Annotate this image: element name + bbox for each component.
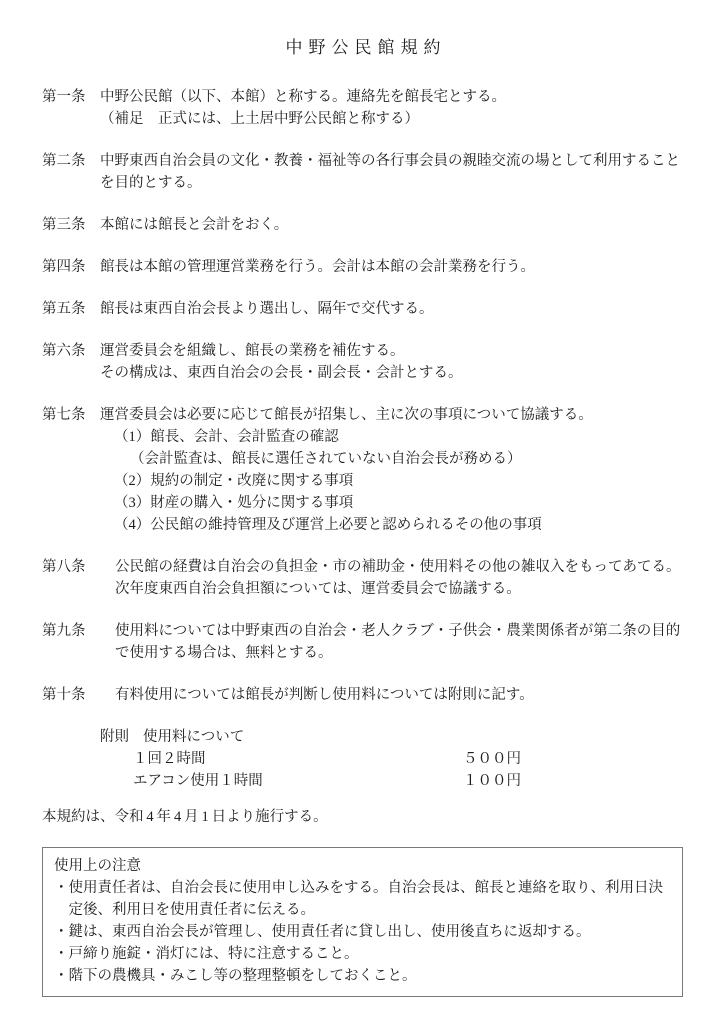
article-label: 第七条 xyxy=(42,407,86,423)
appendix-heading xyxy=(100,726,684,748)
article-line: その構成は、東西自治会の会長・副会長・会計とする。 xyxy=(100,365,463,381)
appendix-label: 附則 xyxy=(100,729,129,745)
article xyxy=(42,684,684,706)
article-line: 運営委員会を組織し、館長の業務を補佐する。 xyxy=(100,343,405,359)
appendix-title: 使用料について xyxy=(143,729,245,745)
article-line: 館長は本館の管理運営業務を行う。会計は本館の会計業務を行う。 xyxy=(100,259,535,275)
article-label: 第六条 xyxy=(42,343,86,359)
article-content xyxy=(100,298,434,320)
article-line: （会計監査は、館長に選任されていない自治会長が務める） xyxy=(130,451,522,467)
article-line: 中野公民館（以下、本館）と称する。連絡先を館長宅とする。 xyxy=(100,89,506,105)
article-label: 第三条 xyxy=(42,217,86,233)
article-line: （3）財産の購入・処分に関する事項 xyxy=(114,495,354,511)
effective-date: 本規約は、令和 4 年 4 月 1 日より施行する。 xyxy=(42,809,328,825)
fee-price: ５００円 xyxy=(463,751,521,767)
article-line: 有料使用については館長が判断し使用料については附則に記す。 xyxy=(115,687,534,703)
article-line: 使用料については中野東西の自治会・老人クラブ・子供会・農業関係者が第二条の目的 xyxy=(115,623,681,639)
article-line: （補足 正式には、上土居中野公民館と称する） xyxy=(100,111,419,127)
article xyxy=(42,620,684,664)
article-line: 運営委員会は必要に応じて館長が招集し、主に次の事項について協議する。 xyxy=(100,407,593,423)
article-label: 第一条 xyxy=(42,89,86,105)
appendix-section xyxy=(100,726,684,792)
article-label: 第五条 xyxy=(42,301,86,317)
article xyxy=(42,340,684,384)
usage-note-item: ・戸締り施錠・消灯には、特に注意すること。 xyxy=(54,946,359,962)
article-line: 次年度東西自治会負担額については、運営委員会で協議する。 xyxy=(115,581,521,597)
article xyxy=(42,256,684,278)
article-label: 第二条 xyxy=(42,153,86,169)
article-line: で使用する場合は、無料とする。 xyxy=(115,645,333,661)
usage-notes-list xyxy=(54,877,671,987)
appendix-row xyxy=(133,748,684,770)
appendix-fee-table xyxy=(100,748,684,792)
article xyxy=(42,556,684,600)
usage-notes-title: 使用上の注意 xyxy=(54,858,141,874)
article xyxy=(42,214,684,236)
article-content xyxy=(100,150,680,194)
articles-list xyxy=(42,86,684,706)
article-content xyxy=(100,256,535,278)
article-line: 中野東西自治会員の文化・教養・福祉等の各行事会員の親睦交流の場として利用すること xyxy=(100,153,680,169)
article-content xyxy=(100,86,506,130)
article xyxy=(42,298,684,320)
article-label: 第四条 xyxy=(42,259,86,275)
article-line: （1）館長、会計、会計監査の確認 xyxy=(114,429,339,445)
usage-note-item: ・使用責任者は、自治会長に使用申し込みをする。自治会長は、館長と連絡を取り、利用日決定後、利用日を使用責任者に伝える。 xyxy=(54,880,663,918)
article-line: を目的とする。 xyxy=(100,175,202,191)
article-content xyxy=(115,556,681,600)
article-content xyxy=(100,404,593,536)
article-line: （2）規約の制定・改廃に関する事項 xyxy=(114,473,354,489)
article-line: 館長は東西自治会長より選出し、隔年で交代する。 xyxy=(100,301,434,317)
page-title: 中野公民館規約 xyxy=(285,38,447,57)
fee-item: エアコン使用１時間 xyxy=(133,773,263,789)
article-content xyxy=(115,620,680,664)
article-label: 第八条 xyxy=(42,559,86,575)
article xyxy=(42,150,684,194)
article-content xyxy=(100,340,463,384)
usage-note-item: ・階下の農機具・みこし等の整理整頓をしておくこと。 xyxy=(54,968,417,984)
article-line: （4）公民館の維持管理及び運営上必要と認められるその他の事項 xyxy=(114,517,542,533)
article-label: 第十条 xyxy=(42,687,86,703)
article-line: 公民館の経費は自治会の負担金・市の補助金・使用料その他の雑収入をもってあてる。 xyxy=(115,559,681,575)
appendix-row xyxy=(133,770,684,792)
article-line: 本館には館長と会計をおく。 xyxy=(100,217,289,233)
article xyxy=(42,86,684,130)
article-content xyxy=(100,214,288,236)
article-content xyxy=(115,684,534,706)
fee-price: １００円 xyxy=(463,773,521,789)
usage-notes-box xyxy=(42,847,683,997)
usage-note-item: ・鍵は、東西自治会長が管理し、使用責任者に貸し出し、使用後直ちに返却する。 xyxy=(54,924,591,940)
article-label: 第九条 xyxy=(42,623,86,639)
article xyxy=(42,404,684,536)
fee-item: １回２時間 xyxy=(133,751,206,767)
